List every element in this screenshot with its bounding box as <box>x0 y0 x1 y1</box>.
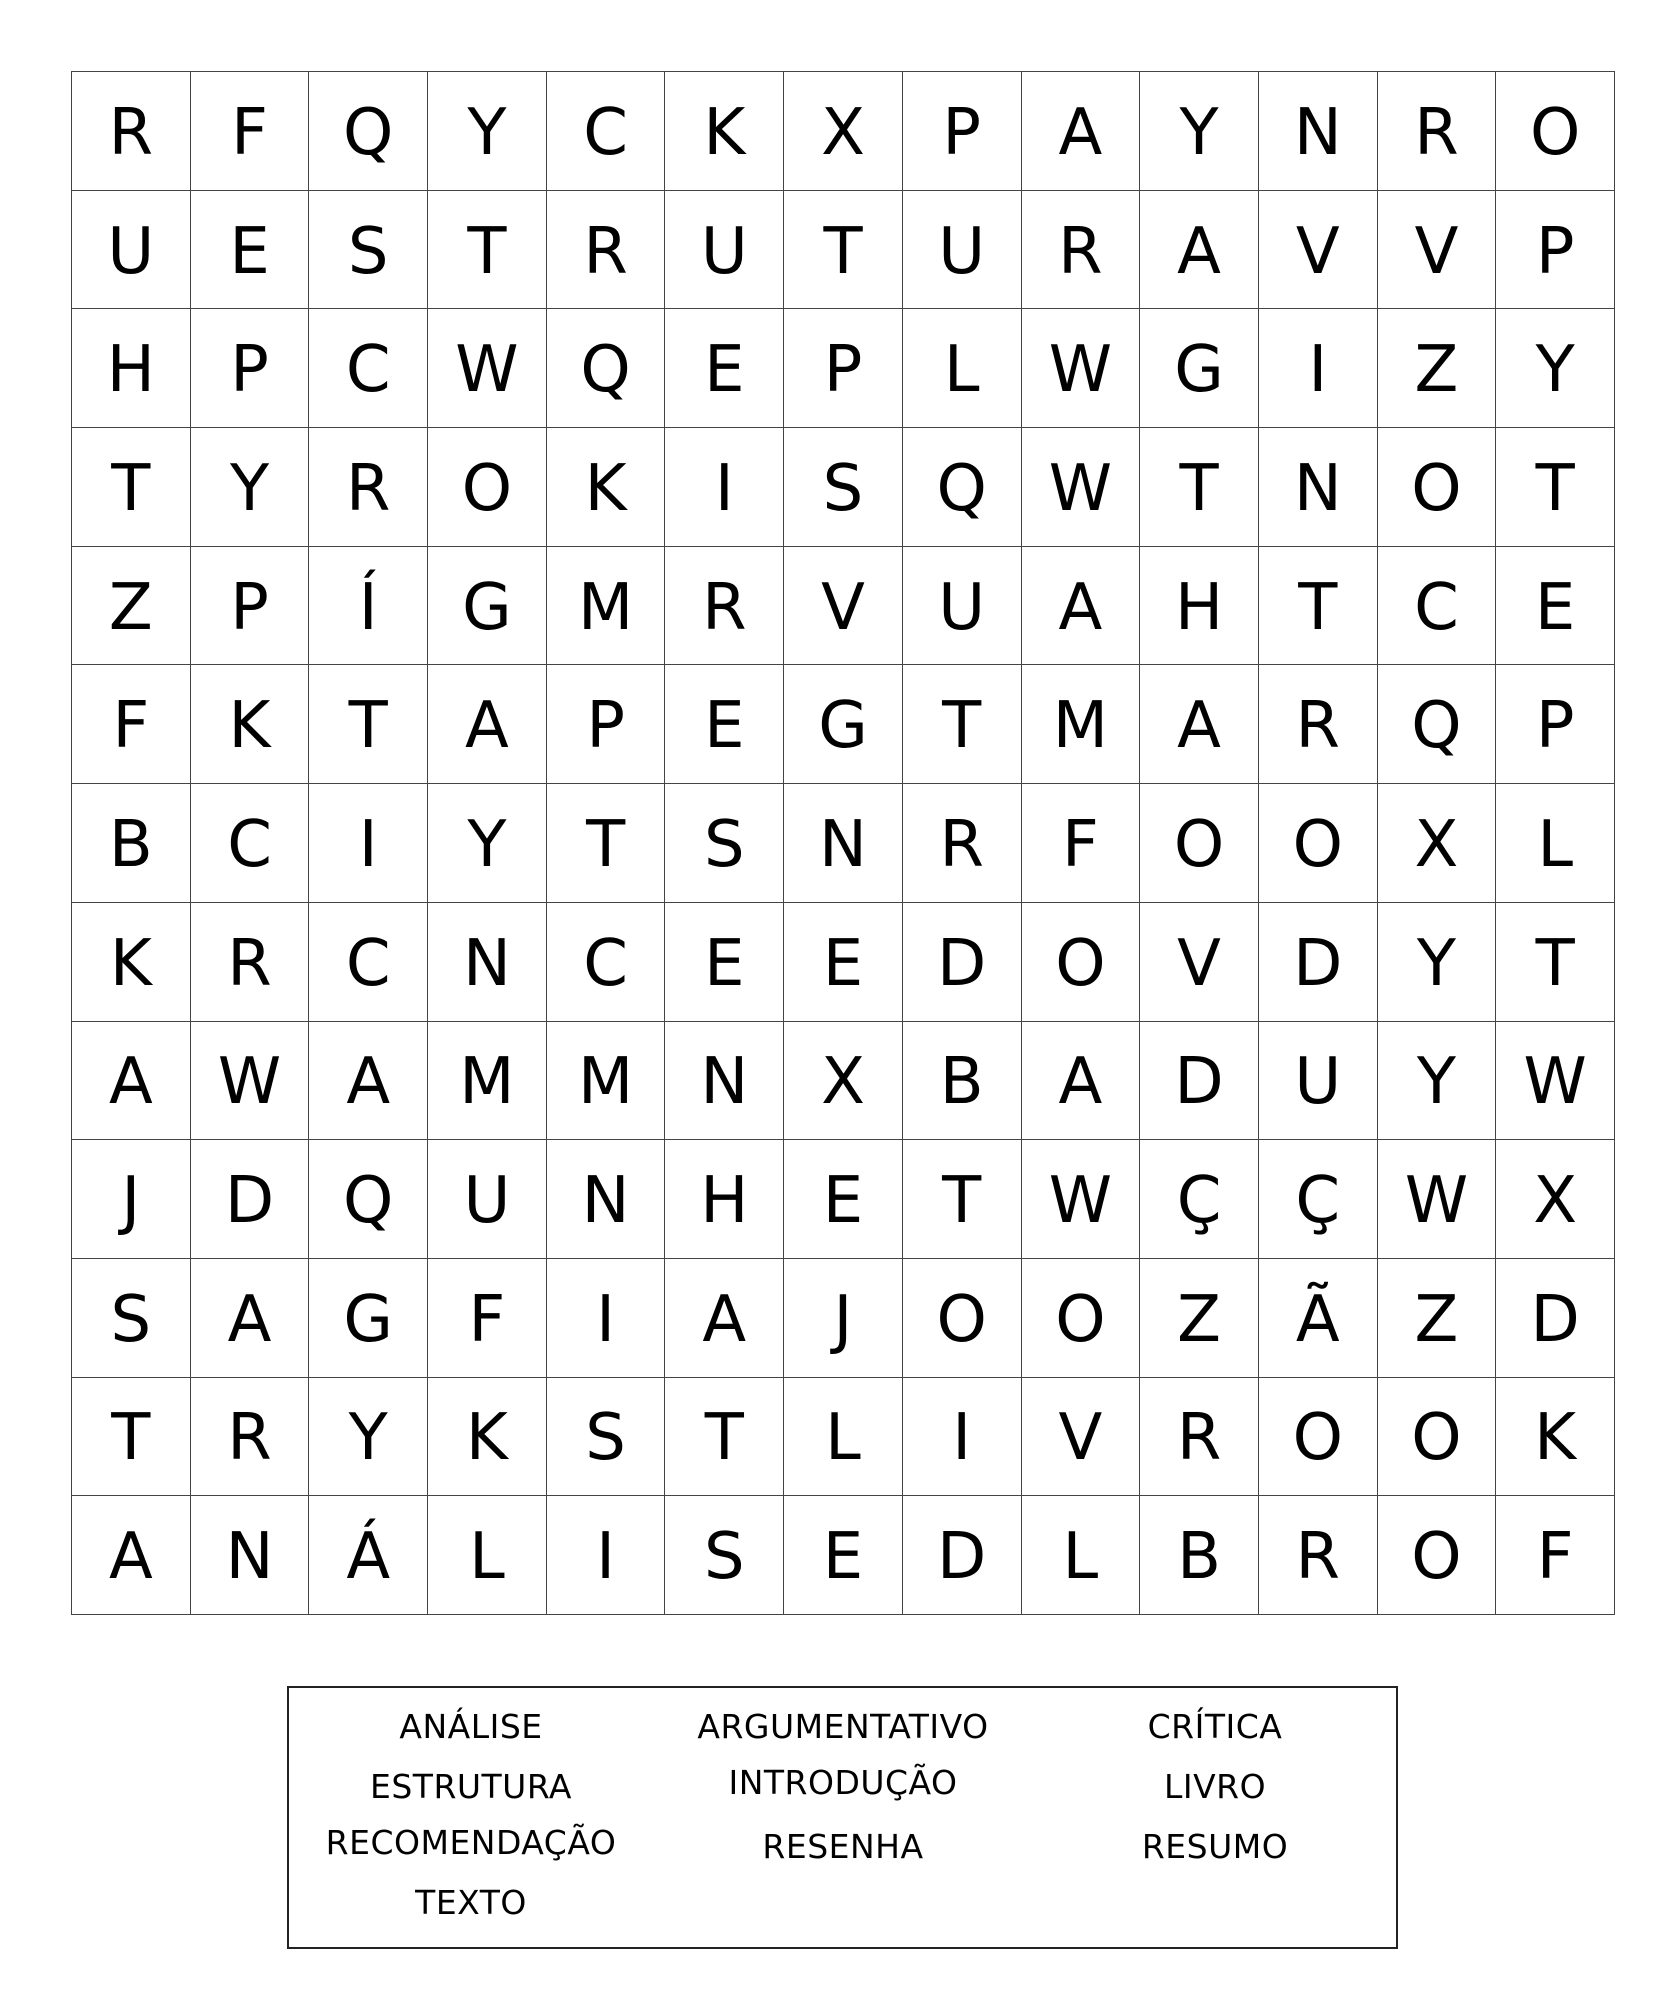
grid-cell[interactable]: Q <box>1378 665 1497 784</box>
grid-cell[interactable]: O <box>1140 784 1259 903</box>
word-bank-item: RECOMENDAÇÃO <box>325 1823 617 1862</box>
grid-cell[interactable]: Q <box>547 309 666 428</box>
grid-cell[interactable]: W <box>191 1022 310 1141</box>
grid-cell[interactable]: A <box>1140 191 1259 310</box>
grid-cell[interactable]: Z <box>72 547 191 666</box>
grid-cell[interactable]: V <box>1022 1378 1141 1497</box>
grid-cell[interactable]: F <box>72 665 191 784</box>
grid-cell[interactable]: Y <box>1496 309 1615 428</box>
grid-cell[interactable]: I <box>903 1378 1022 1497</box>
word-bank-item: LIVRO <box>1163 1767 1267 1806</box>
grid-cell[interactable]: C <box>547 72 666 191</box>
grid-cell[interactable]: P <box>191 547 310 666</box>
grid-cell[interactable]: T <box>784 191 903 310</box>
grid-cell[interactable]: P <box>1496 665 1615 784</box>
grid-cell[interactable]: O <box>1022 1259 1141 1378</box>
grid-cell[interactable]: P <box>784 309 903 428</box>
grid-cell[interactable]: Y <box>428 72 547 191</box>
grid-cell[interactable]: A <box>428 665 547 784</box>
grid-cell[interactable]: O <box>1378 428 1497 547</box>
grid-cell[interactable]: K <box>191 665 310 784</box>
grid-cell[interactable]: R <box>1259 1496 1378 1615</box>
grid-cell[interactable]: I <box>309 784 428 903</box>
grid-cell[interactable]: L <box>428 1496 547 1615</box>
grid-cell[interactable]: M <box>547 1022 666 1141</box>
grid-cell[interactable]: O <box>1378 1378 1497 1497</box>
grid-cell[interactable]: P <box>547 665 666 784</box>
grid-cell[interactable]: Y <box>309 1378 428 1497</box>
grid-cell[interactable]: Q <box>309 72 428 191</box>
grid-cell[interactable]: R <box>191 1378 310 1497</box>
grid-cell[interactable]: W <box>1022 309 1141 428</box>
grid-cell[interactable]: A <box>1022 72 1141 191</box>
grid-cell[interactable]: O <box>1378 1496 1497 1615</box>
grid-cell[interactable]: F <box>1496 1496 1615 1615</box>
grid-cell[interactable]: S <box>309 191 428 310</box>
grid-cell[interactable]: X <box>784 1022 903 1141</box>
grid-cell[interactable]: G <box>1140 309 1259 428</box>
grid-cell[interactable]: J <box>784 1259 903 1378</box>
grid-cell[interactable]: Z <box>1378 309 1497 428</box>
grid-cell[interactable]: C <box>309 903 428 1022</box>
grid-cell[interactable]: E <box>191 191 310 310</box>
grid-cell[interactable]: D <box>1140 1022 1259 1141</box>
word-bank-item: CRÍTICA <box>1147 1707 1283 1746</box>
grid-cell[interactable]: L <box>903 309 1022 428</box>
grid-cell[interactable]: X <box>1378 784 1497 903</box>
grid-cell[interactable]: T <box>72 1378 191 1497</box>
grid-cell[interactable]: F <box>1022 784 1141 903</box>
word-bank-item: ARGUMENTATIVO <box>697 1707 989 1746</box>
grid-cell[interactable]: F <box>428 1259 547 1378</box>
grid-cell[interactable]: V <box>1259 191 1378 310</box>
grid-cell[interactable]: C <box>309 309 428 428</box>
grid-cell[interactable]: T <box>72 428 191 547</box>
grid-cell[interactable]: N <box>1259 72 1378 191</box>
grid-cell[interactable]: R <box>309 428 428 547</box>
grid-cell[interactable]: Y <box>428 784 547 903</box>
grid-cell[interactable]: T <box>665 1378 784 1497</box>
grid-cell[interactable]: O <box>1022 903 1141 1022</box>
grid-cell[interactable]: S <box>72 1259 191 1378</box>
grid-cell[interactable]: Ã <box>1259 1259 1378 1378</box>
grid-cell[interactable]: C <box>1378 547 1497 666</box>
grid-cell[interactable]: E <box>784 1140 903 1259</box>
grid-cell[interactable]: C <box>547 903 666 1022</box>
grid-cell[interactable]: T <box>309 665 428 784</box>
grid-cell[interactable]: I <box>547 1259 666 1378</box>
grid-cell[interactable]: H <box>665 1140 784 1259</box>
grid-cell[interactable]: Y <box>1140 72 1259 191</box>
grid-cell[interactable]: R <box>1378 72 1497 191</box>
grid-cell[interactable]: Y <box>1378 1022 1497 1141</box>
grid-cell[interactable]: G <box>784 665 903 784</box>
grid-cell[interactable]: D <box>191 1140 310 1259</box>
grid-cell[interactable]: L <box>1496 784 1615 903</box>
grid-cell[interactable]: Q <box>309 1140 428 1259</box>
grid-cell[interactable]: Z <box>1140 1259 1259 1378</box>
grid-cell[interactable]: A <box>1022 547 1141 666</box>
word-bank-item: TEXTO <box>415 1883 527 1922</box>
grid-cell[interactable]: S <box>784 428 903 547</box>
grid-cell[interactable]: Y <box>191 428 310 547</box>
grid-cell[interactable]: A <box>72 1496 191 1615</box>
grid-cell[interactable]: A <box>665 1259 784 1378</box>
grid-cell[interactable]: N <box>547 1140 666 1259</box>
grid-cell[interactable]: N <box>665 1022 784 1141</box>
grid-cell[interactable]: D <box>1496 1259 1615 1378</box>
grid-cell[interactable]: Ç <box>1259 1140 1378 1259</box>
grid-cell[interactable]: W <box>428 309 547 428</box>
grid-cell[interactable]: M <box>428 1022 547 1141</box>
grid-cell[interactable]: O <box>903 1259 1022 1378</box>
grid-cell[interactable]: P <box>903 72 1022 191</box>
grid-cell[interactable]: V <box>784 547 903 666</box>
grid-cell[interactable]: P <box>1496 191 1615 310</box>
grid-cell[interactable]: W <box>1022 428 1141 547</box>
grid-cell[interactable]: K <box>665 72 784 191</box>
grid-cell[interactable]: U <box>428 1140 547 1259</box>
grid-cell[interactable]: B <box>1140 1496 1259 1615</box>
grid-cell[interactable]: K <box>547 428 666 547</box>
grid-cell[interactable]: R <box>547 191 666 310</box>
grid-cell[interactable]: H <box>1140 547 1259 666</box>
word-bank-item: RESUMO <box>1141 1827 1289 1866</box>
grid-cell[interactable]: V <box>1140 903 1259 1022</box>
grid-cell[interactable]: F <box>191 72 310 191</box>
word-bank <box>287 1686 1398 1949</box>
grid-cell[interactable]: R <box>191 903 310 1022</box>
grid-cell[interactable]: T <box>1496 428 1615 547</box>
grid-cell[interactable]: U <box>903 547 1022 666</box>
grid-cell[interactable]: D <box>903 1496 1022 1615</box>
grid-cell[interactable]: T <box>1259 547 1378 666</box>
grid-cell[interactable]: S <box>665 1496 784 1615</box>
grid-cell[interactable]: R <box>903 784 1022 903</box>
grid-cell[interactable]: P <box>191 309 310 428</box>
grid-cell[interactable]: L <box>784 1378 903 1497</box>
grid-cell[interactable]: T <box>547 784 666 903</box>
grid-cell[interactable]: N <box>428 903 547 1022</box>
grid-cell[interactable]: A <box>1140 665 1259 784</box>
grid-cell[interactable]: A <box>191 1259 310 1378</box>
grid-cell[interactable]: N <box>1259 428 1378 547</box>
grid-cell[interactable]: E <box>665 903 784 1022</box>
grid-cell[interactable]: R <box>1022 191 1141 310</box>
word-bank-item: INTRODUÇÃO <box>728 1763 958 1802</box>
grid-cell[interactable]: A <box>72 1022 191 1141</box>
grid-cell[interactable]: U <box>72 191 191 310</box>
word-search-grid <box>71 71 1615 1615</box>
grid-cell[interactable]: O <box>1496 72 1615 191</box>
grid-cell[interactable]: I <box>665 428 784 547</box>
grid-cell[interactable]: L <box>1022 1496 1141 1615</box>
grid-cell[interactable]: R <box>72 72 191 191</box>
grid-cell[interactable]: K <box>72 903 191 1022</box>
grid-cell[interactable]: Í <box>309 547 428 666</box>
grid-cell[interactable]: O <box>1259 1378 1378 1497</box>
grid-cell[interactable]: A <box>1022 1022 1141 1141</box>
grid-cell[interactable]: E <box>665 309 784 428</box>
grid-cell[interactable]: G <box>309 1259 428 1378</box>
word-bank-item: ESTRUTURA <box>369 1767 573 1806</box>
grid-cell[interactable]: C <box>191 784 310 903</box>
grid-cell[interactable]: W <box>1378 1140 1497 1259</box>
grid-cell[interactable]: D <box>903 903 1022 1022</box>
grid-cell[interactable]: W <box>1496 1022 1615 1141</box>
grid-cell[interactable]: I <box>547 1496 666 1615</box>
grid-cell[interactable]: Ç <box>1140 1140 1259 1259</box>
grid-cell[interactable]: B <box>903 1022 1022 1141</box>
grid-cell[interactable]: T <box>1140 428 1259 547</box>
grid-cell[interactable]: G <box>428 547 547 666</box>
grid-cell[interactable]: M <box>547 547 666 666</box>
grid-cell[interactable]: A <box>309 1022 428 1141</box>
grid-cell[interactable]: D <box>1259 903 1378 1022</box>
word-bank-item: ANÁLISE <box>399 1707 543 1746</box>
grid-cell[interactable]: T <box>903 1140 1022 1259</box>
grid-cell[interactable]: R <box>665 547 784 666</box>
grid-cell[interactable]: S <box>547 1378 666 1497</box>
grid-cell[interactable]: T <box>1496 903 1615 1022</box>
grid-cell[interactable]: T <box>428 191 547 310</box>
grid-cell[interactable]: K <box>428 1378 547 1497</box>
grid-cell[interactable]: K <box>1496 1378 1615 1497</box>
grid-cell[interactable]: E <box>1496 547 1615 666</box>
grid-cell[interactable]: H <box>72 309 191 428</box>
grid-cell[interactable]: E <box>784 903 903 1022</box>
grid-cell[interactable]: N <box>191 1496 310 1615</box>
grid-cell[interactable]: V <box>1378 191 1497 310</box>
grid-cell[interactable]: Z <box>1378 1259 1497 1378</box>
grid-cell[interactable]: N <box>784 784 903 903</box>
grid-cell[interactable]: R <box>1140 1378 1259 1497</box>
grid-cell[interactable]: T <box>903 665 1022 784</box>
grid-cell[interactable]: Á <box>309 1496 428 1615</box>
grid-cell[interactable]: M <box>1022 665 1141 784</box>
grid-cell[interactable]: B <box>72 784 191 903</box>
word-bank-item: RESENHA <box>762 1827 924 1866</box>
grid-cell[interactable]: R <box>1259 665 1378 784</box>
grid-cell[interactable]: E <box>665 665 784 784</box>
grid-cell[interactable]: U <box>903 191 1022 310</box>
grid-cell[interactable]: O <box>1259 784 1378 903</box>
grid-cell[interactable]: X <box>1496 1140 1615 1259</box>
grid-cell[interactable]: S <box>665 784 784 903</box>
grid-cell[interactable]: U <box>1259 1022 1378 1141</box>
grid-cell[interactable]: Y <box>1378 903 1497 1022</box>
grid-cell[interactable]: X <box>784 72 903 191</box>
grid-cell[interactable]: Q <box>903 428 1022 547</box>
grid-cell[interactable]: J <box>72 1140 191 1259</box>
grid-cell[interactable]: U <box>665 191 784 310</box>
grid-cell[interactable]: O <box>428 428 547 547</box>
grid-cell[interactable]: E <box>784 1496 903 1615</box>
grid-cell[interactable]: I <box>1259 309 1378 428</box>
grid-cell[interactable]: W <box>1022 1140 1141 1259</box>
